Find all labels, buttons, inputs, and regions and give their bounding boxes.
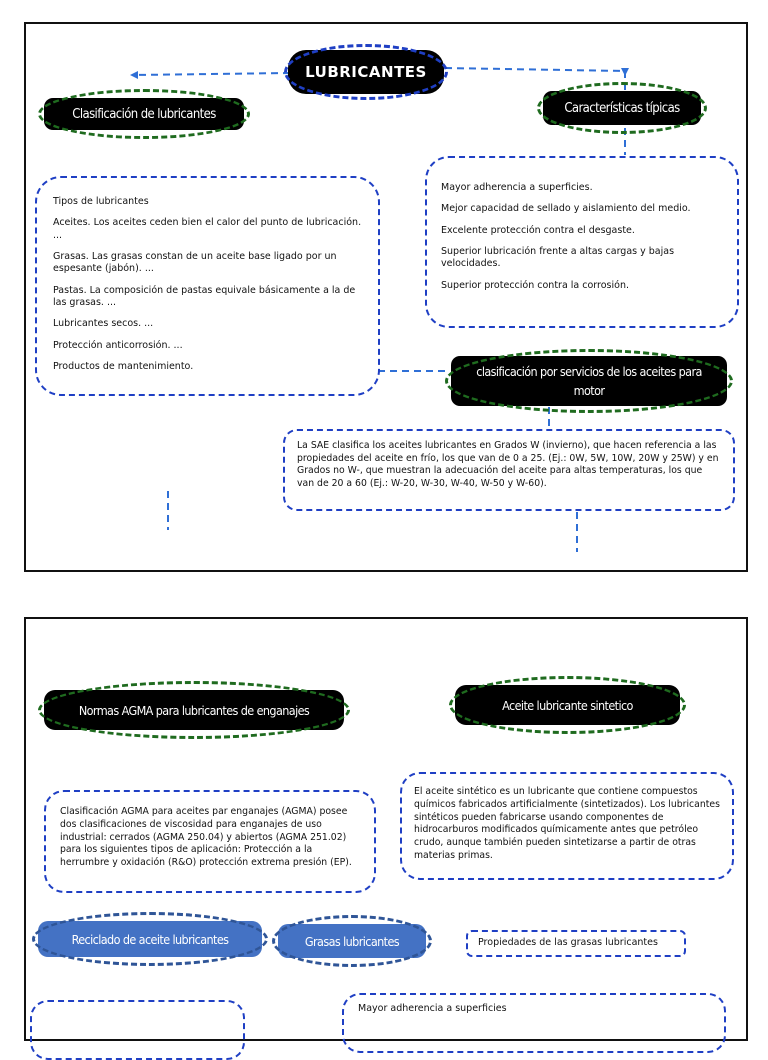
greases-node-label: Grasas lubricantes [304, 933, 400, 949]
greases-node [278, 924, 426, 958]
grease-properties-title: Propiedades de las grasas lubricantes [478, 937, 658, 948]
synthetic-oil-node [455, 685, 680, 725]
characteristics-item: Mayor adherencia a superficies. [441, 182, 593, 193]
classification-item: Pastas. La composición de pastas equivale básicamente a la de las grasas. ... [53, 284, 356, 309]
classification-node-label: Clasificación de lubricantes [72, 106, 216, 122]
characteristics-node [543, 91, 701, 125]
recycling-node-label: Reciclado de aceite lubricantes [71, 931, 229, 947]
agma-description-box [44, 790, 376, 893]
lubricantes-title-node [288, 50, 444, 94]
recycling-description-box [30, 1000, 245, 1060]
characteristics-list-box [425, 156, 739, 328]
characteristics-item: Mejor capacidad de sellado y aislamiento del medio. [441, 203, 691, 215]
classification-item: Lubricantes secos. ... [53, 318, 154, 330]
motor-classification-text: La SAE clasifica los aceites lubricantes en Grados W (invierno), que hacen referencia a las propiedades del aceite en frío, los que van de 0 a 25. (Ej.: 0W, 5W, 10W, 20W y 25W) y en Grados no W-, que muestran la adecuación del aceite para altas temperaturas, los que van de 20 a 60 (Ej.: W-20, W-30, W-40, W-50 y W-60). [297, 440, 719, 489]
title-node-label: LUBRICANTES [305, 63, 427, 81]
motor-classification-node [451, 356, 727, 406]
recycling-node [38, 921, 262, 957]
agma-description-text: Clasificación AGMA para aceites par enganajes (AGMA) posee dos clasificaciones de viscosidad para enganajes de uso industrial: cerrados (AGMA 250.04) y abiertos (AGMA 251.02) para los siguientes tipos de aplicación: Protección a la herrumbre y oxidación (R&O) protección extrema presión (EP). [60, 806, 352, 869]
grease-properties-item: Mayor adherencia a superficies [358, 1003, 507, 1014]
characteristics-item: Excelente protección contra el desgaste. [441, 224, 635, 236]
classification-item: Protección anticorrosión. ... [53, 339, 183, 351]
synthetic-oil-text: El aceite sintético es un lubricante que contiene compuestos químicos fabricados artificialmente (sintetizados). Los lubricantes sintéticos pueden fabricarse usando componentes de hidrocarburos modificados químicamente antes que petróleo crudo, aunque también pueden sintetizarse a partir de otras materias primas. [414, 786, 720, 862]
classification-item: Productos de mantenimiento. [53, 361, 194, 373]
grease-properties-box [466, 930, 686, 957]
classification-item: Grasas. Las grasas constan de un aceite base ligado por un espesante (jabón). ... [53, 251, 337, 275]
synthetic-oil-box [400, 772, 734, 880]
motor-classification-box [283, 429, 735, 511]
classification-item: Tipos de lubricantes [53, 196, 149, 207]
agma-node [44, 690, 344, 730]
motor-node-label: clasificación por servicios de los aceites para motor [476, 363, 702, 398]
classification-node [44, 98, 244, 130]
characteristics-item: Superior protección contra la corrosión. [441, 279, 629, 291]
characteristics-item: Superior lubricación frente a altas cargas y bajas velocidades. [441, 246, 675, 270]
agma-node-label: Normas AGMA para lubricantes de enganajes [78, 702, 310, 718]
grease-properties-list-box [342, 993, 726, 1053]
classification-item: Aceites. Los aceites ceden bien el calor del punto de lubricación. ... [53, 217, 362, 241]
classification-list-box [35, 176, 380, 396]
synthetic-node-label: Aceite lubricante sintetico [502, 697, 633, 713]
characteristics-node-label: Características típicas [564, 100, 680, 116]
